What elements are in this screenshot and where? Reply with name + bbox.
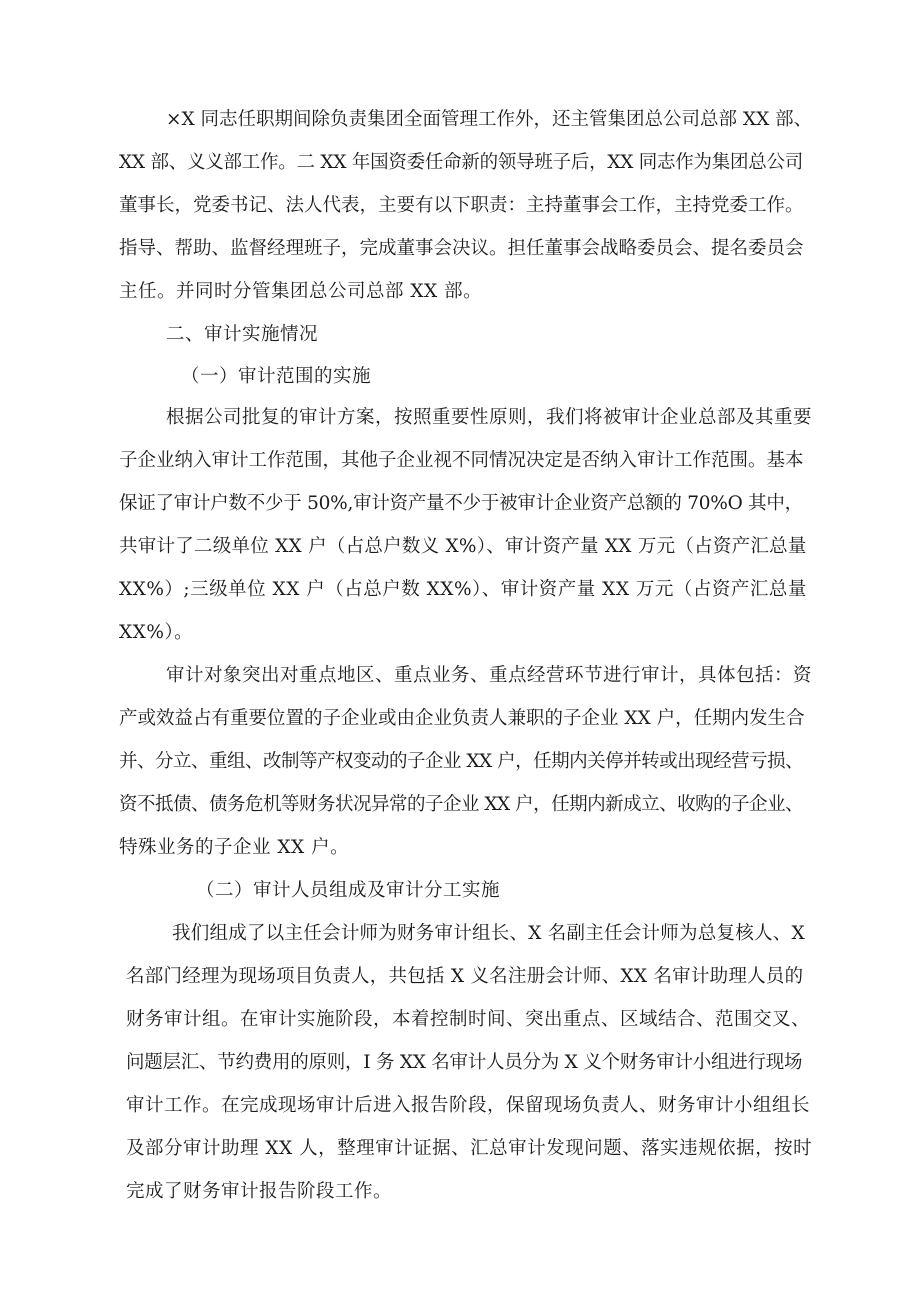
para3-line-1: 审计对象突出对重点地区、重点业务、重点经营环节进行审计，具体包括：资 [166,665,813,686]
subheading-scope: （一）审计范围的实施 [181,366,372,387]
para2-line-4: 共审计了二级单位 XX 户（占总户数义 X%）、审计资产量 XX 万元（占资产汇总量 [119,536,807,557]
para4-line-1: 我们组成了以主任会计师为财务审计组长、X 名副主任会计师为总复核人、X [172,923,805,944]
para2-line-6: XX%）。 [119,622,194,643]
para2-line-5: XX%）;三级单位 XX 户（占总户数 XX%）、审计资产量 XX 万元（占资产汇总量 [119,579,807,600]
para4-line-2: 名部门经理为现场项目负责人，共包括 X 义名注册会计师、XX 名审计助理人员的 [126,966,804,987]
para1-line-2: XX 部、义义部工作。二 XX 年国资委任命新的领导班子后，XX 同志作为集团总公司 [119,152,804,173]
para2-line-1: 根据公司批复的审计方案，按照重要性原则，我们将被审计企业总部及其重要 [166,407,813,428]
para3-line-3: 并、分立、重组、改制等产权变动的子企业 XX 户，任期内关停并转或出现经营亏损、 [119,751,804,772]
para4-line-3: 财务审计组。在审计实施阶段，本着控制时间、突出重点、区域结合、范围交叉、 [126,1009,811,1030]
subheading-staffing: （二）审计人员组成及审计分工实施 [196,880,501,901]
para1-line-1: ×X 同志任职期间除负责集团全面管理工作外，还主管集团总公司总部 XX 部、 [166,109,813,130]
para4-line-5: 审计工作。在完成现场审计后进入报告阶段，保留现场负责人、财务审计小组组长 [126,1095,811,1116]
para1-line-3: 董事长，党委书记、法人代表，主要有以下职责：主持董事会工作，主持党委工作。 [119,195,804,216]
para3-line-4: 资不抵债、债务危机等财务状况异常的子企业 XX 户，任期内新成立、收购的子企业、 [119,794,804,815]
section-heading: 二、审计实施情况 [166,324,319,345]
para3-line-5: 特殊业务的子企业 XX 户。 [119,837,350,858]
para2-line-2: 子企业纳入审计工作范围，其他子企业视不同情况决定是否纳入审计工作范围。基本 [119,450,804,471]
para1-line-5: 主任。并同时分管集团总公司总部 XX 部。 [119,281,483,302]
para1-line-4: 指导、帮助、监督经理班子，完成董事会决议。担任董事会战略委员会、提名委员会 [119,238,804,259]
para4-line-7: 完成了财务审计报告阶段工作。 [126,1181,393,1202]
para3-line-2: 产或效益占有重要位置的子企业或由企业负责人兼职的子企业 XX 户，任期内发生合 [119,708,805,729]
para4-line-6: 及部分审计助理 XX 人，整理审计证据、汇总审计发现问题、落实违规依据，按时 [126,1138,813,1159]
para2-line-3: 保证了审计户数不少于 50%,审计资产量不少于被审计企业资产总额的 70%O 其中， [119,493,803,514]
para4-line-4: 问题层汇、节约费用的原则，I 务 XX 名审计人员分为 X 义个财务审计小组进行现场 [126,1052,803,1073]
